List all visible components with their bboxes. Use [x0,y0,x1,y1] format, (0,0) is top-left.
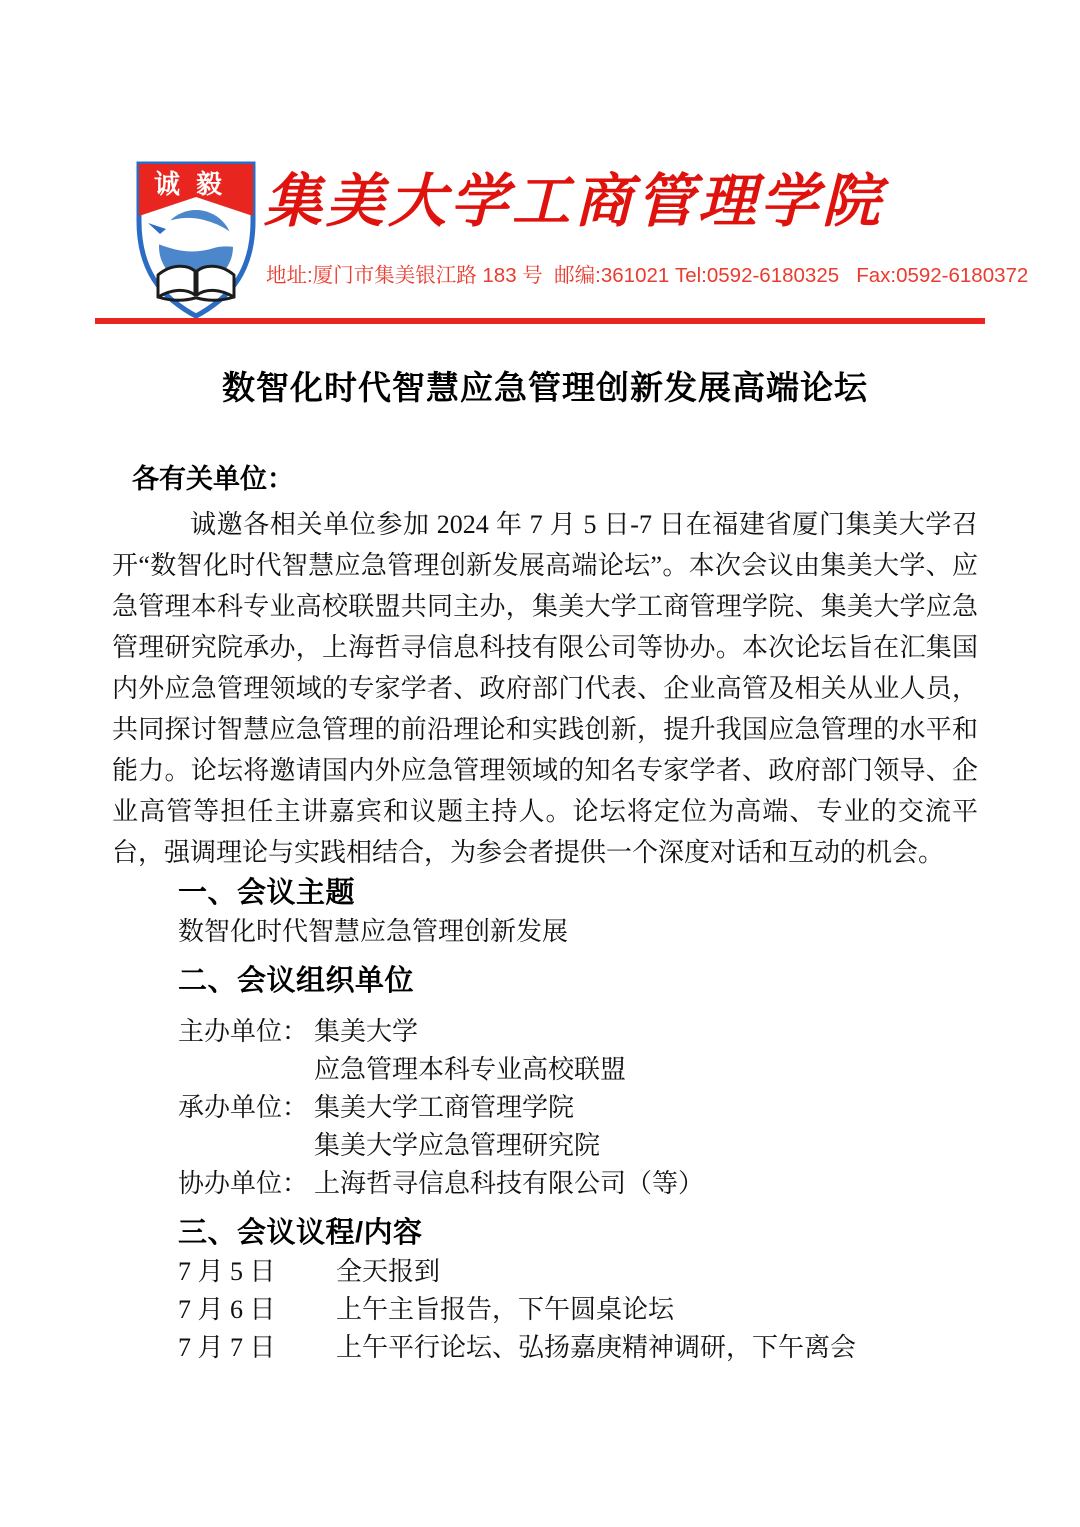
agenda-row-day2 [178,1291,978,1329]
document-title: 数智化时代智慧应急管理创新发展高端论坛 [222,371,868,407]
intro-paragraph: 诚邀各相关单位参加 2024 年 7 月 5 日-7 日在福建省厦门集美大学召开“数智化时代智慧应急管理创新发展高端论坛”。本次会议由集美大学、应急管理本科专业高校联盟共同主办，集美大学工商管理学院、集美大学应急管理研究院承办，上海哲寻信息科技有限公司等协办。本次论坛旨在汇集国内外应急管理领域的专家学者、政府部门代表、企业高管及相关从业人员，共同探讨智慧应急管理的前沿理论和实践创新，提升我国应急管理的水平和能力。论坛将邀请国内外应急管理领域的知名专家学者、政府部门领导、企业高管等担任主讲嘉宾和议题主持人。论坛将定位为高端、专业的交流平台，强调理论与实践相结合，为参会者提供一个深度对话和互动的机会。 [112,510,978,867]
agenda-date: 7 月 6 日 [178,1295,276,1324]
organizer-values [314,1089,978,1165]
school-emblem-icon [132,157,260,319]
section-1-theme: 数智化时代智慧应急管理创新发展 [178,917,569,946]
organizer-value-line: 应急管理本科专业高校联盟 [314,1055,627,1084]
logo-motto: 诚毅 [153,170,239,199]
agenda-date: 7 月 5 日 [178,1257,276,1286]
organizer-value-line: 上海哲寻信息科技有限公司（等） [314,1169,705,1198]
organizer-values [314,1013,978,1089]
organizer-row-coorganizer [178,1165,978,1203]
organizer-label: 主办单位： [178,1017,309,1046]
organizer-value-line: 集美大学应急管理研究院 [314,1131,601,1160]
address-line: 地址:厦门市集美银江路 183 号 邮编:361021 Tel:0592-6180325 Fax:0592-6180372 [266,264,1029,287]
section-heading-3: 三、会议议程/内容 [178,1217,423,1249]
salutation: 各有关单位： [132,464,294,494]
organizer-values [314,1165,978,1203]
agenda-date: 7 月 7 日 [178,1333,276,1362]
agenda-activity: 全天报到 [336,1257,441,1286]
section-heading-1: 一、会议主题 [178,877,356,909]
org-name-title: 集美大学工商管理学院 [264,169,885,234]
agenda-activity: 上午平行论坛、弘扬嘉庚精神调研，下午离会 [336,1333,857,1362]
agenda-row-day3 [178,1329,978,1367]
organizer-label: 承办单位： [178,1093,309,1122]
organizer-label: 协办单位： [178,1169,309,1198]
organizer-value-line: 集美大学 [314,1017,419,1046]
agenda-activity: 上午主旨报告，下午圆桌论坛 [336,1295,675,1324]
header-divider [95,318,985,324]
organizer-value-line: 集美大学工商管理学院 [314,1093,575,1122]
section-heading-2: 二、会议组织单位 [178,965,415,997]
organizer-row-host [178,1013,978,1089]
letter-body [112,368,978,1367]
organizer-row-undertaker [178,1089,978,1165]
agenda-row-day1 [178,1253,978,1291]
